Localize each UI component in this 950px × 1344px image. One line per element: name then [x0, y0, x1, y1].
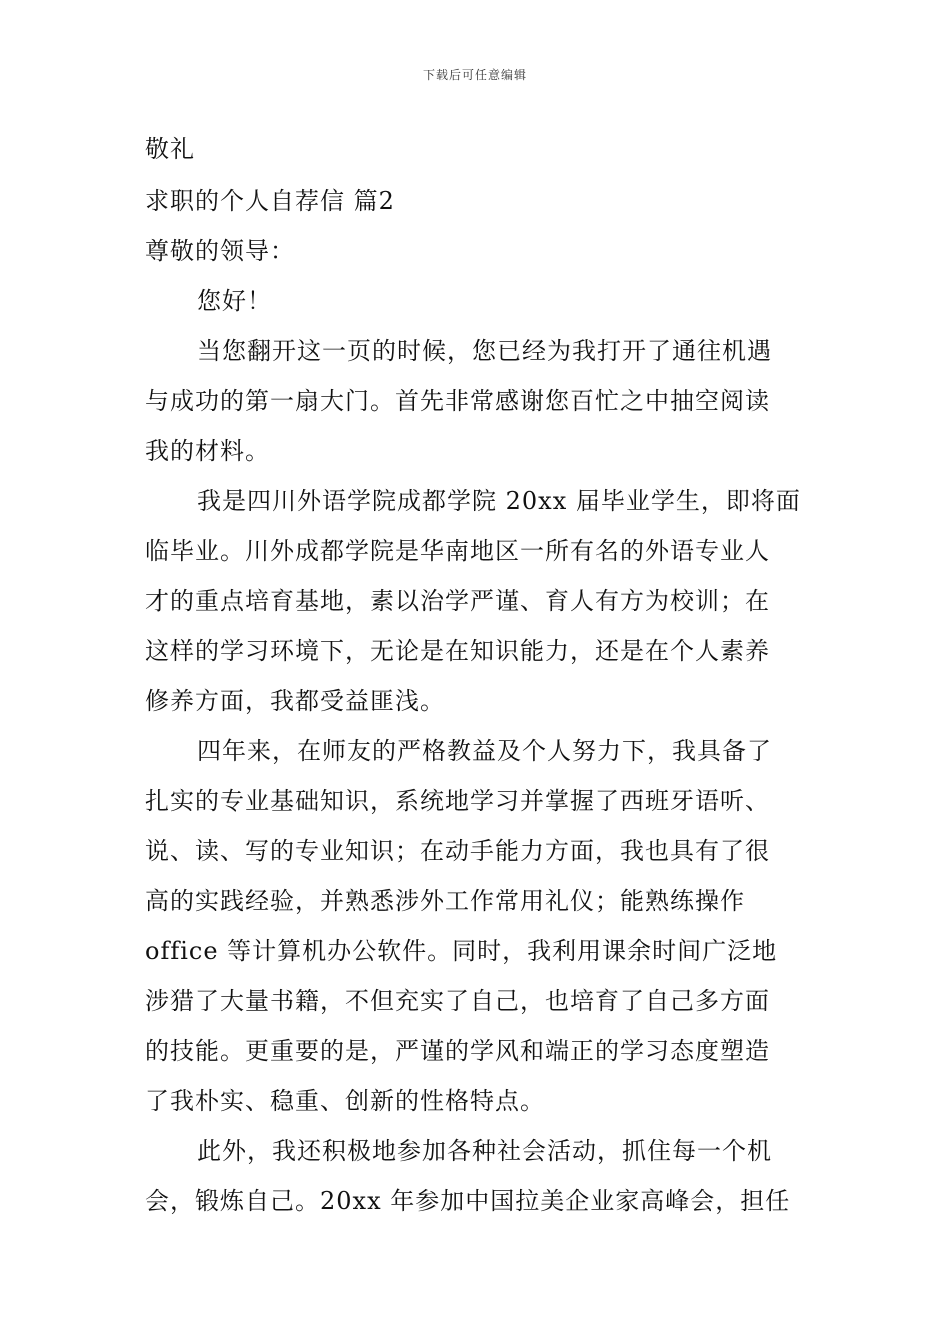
paragraph-line: 修养方面，我都受益匪浅。: [145, 687, 445, 715]
paragraph-line: 四年来，在师友的严格教益及个人努力下，我具备了: [197, 737, 772, 765]
paragraph-2: [145, 476, 810, 726]
paragraph-line: 这样的学习环境下，无论是在知识能力，还是在个人素养: [145, 637, 770, 665]
greeting: 您好！: [197, 287, 272, 315]
paragraph-line: 当您翻开这一页的时候，您已经为我打开了通往机遇: [197, 337, 772, 365]
paragraph-line: 我的材料。: [145, 437, 270, 465]
paragraph-line: 说、读、写的专业知识；在动手能力方面，我也具有了很: [145, 837, 770, 865]
paragraph-line: 我是四川外语学院成都学院 20xx 届毕业学生，即将面: [197, 487, 801, 515]
paragraph-line: 涉猎了大量书籍，不但充实了自己，也培育了自己多方面: [145, 987, 770, 1015]
letter-title: 求职的个人自荐信 篇2: [145, 187, 395, 215]
paragraph-line: 与成功的第一扇大门。首先非常感谢您百忙之中抽空阅读: [145, 387, 770, 415]
letter-body: [145, 124, 810, 1226]
paragraph-line: 高的实践经验，并熟悉涉外工作常用礼仪；能熟练操作: [145, 887, 745, 915]
paragraph-line: 会，锻炼自己。20xx 年参加中国拉美企业家高峰会，担任: [145, 1187, 791, 1215]
paragraph-line: office 等计算机办公软件。同时，我利用课余时间广泛地: [145, 937, 778, 965]
header-note: 下载后可任意编辑: [422, 68, 527, 82]
paragraph-1: [145, 326, 810, 476]
paragraph-line: 此外，我还积极地参加各种社会活动，抓住每一个机: [197, 1137, 772, 1165]
paragraph-4: [145, 1126, 810, 1226]
closing-line: 敬礼: [145, 135, 195, 163]
salutation: 尊敬的领导：: [145, 237, 295, 265]
paragraph-line: 的技能。更重要的是，严谨的学风和端正的学习态度塑造: [145, 1037, 770, 1065]
paragraph-line: 临毕业。川外成都学院是华南地区一所有名的外语专业人: [145, 537, 770, 565]
paragraph-3: [145, 726, 810, 1126]
paragraph-line: 了我朴实、稳重、创新的性格特点。: [145, 1087, 545, 1115]
paragraph-line: 才的重点培育基地，素以治学严谨、育人有方为校训；在: [145, 587, 770, 615]
paragraph-line: 扎实的专业基础知识，系统地学习并掌握了西班牙语听、: [145, 787, 770, 815]
